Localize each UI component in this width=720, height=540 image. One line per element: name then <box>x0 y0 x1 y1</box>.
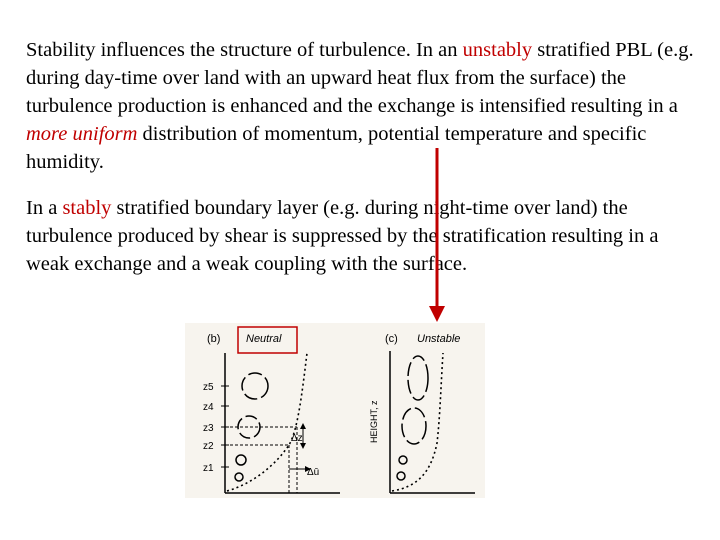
panel-b-label: (b) <box>207 333 221 345</box>
stably-highlight: stably <box>62 197 112 219</box>
z1-label: z1 <box>203 463 214 474</box>
paragraph1-text-1: Stability influences the structure of turbulence. In an <box>26 39 463 61</box>
unstable-title: Unstable <box>417 333 461 345</box>
eddy-large <box>242 373 268 399</box>
figure-drawing <box>185 323 485 498</box>
more-uniform-highlight: more uniform <box>26 123 138 145</box>
delta-u-label: Δū <box>307 467 320 478</box>
unstable-eddy-medium <box>402 408 426 444</box>
delta-z-label: Δz <box>291 433 303 444</box>
unstable-eddy-small <box>399 456 407 464</box>
z2-label: z2 <box>203 441 214 452</box>
eddy-smallest <box>235 473 243 481</box>
z4-label: z4 <box>203 402 214 413</box>
delta-z-arrowhead-top <box>300 423 306 429</box>
unstable-eddy-smallest <box>397 472 405 480</box>
z3-label: z3 <box>203 423 214 434</box>
z5-label: z5 <box>203 382 214 393</box>
paragraph2-text-1: In a <box>26 197 63 219</box>
turbulence-figure <box>185 323 485 498</box>
paragraph2-text-2: stratified boundary layer (e.g. during night-time over land) the turbulence produced by shear is suppressed by the stratification resulting in a weak exchange and a weak coupling with the surface. <box>26 197 659 275</box>
arrow-head <box>429 306 445 322</box>
paragraph1-text-3: distribution of momentum, potential temperature and specific humidity. <box>26 123 647 173</box>
neutral-title: Neutral <box>246 333 282 345</box>
unstably-highlight: unstably <box>462 39 533 61</box>
panel-c-label: (c) <box>385 333 398 345</box>
eddy-small <box>236 455 246 465</box>
unstable-eddy-large <box>408 356 428 400</box>
unstable-wind-profile <box>392 353 443 491</box>
paragraph1-text-2: stratified PBL (e.g. during day-time over land with an upward heat flux from the surface) the turbulence production is enhanced and the exchange is intensified resulting in a <box>26 39 694 117</box>
height-axis-label: HEIGHT, z <box>369 400 379 443</box>
